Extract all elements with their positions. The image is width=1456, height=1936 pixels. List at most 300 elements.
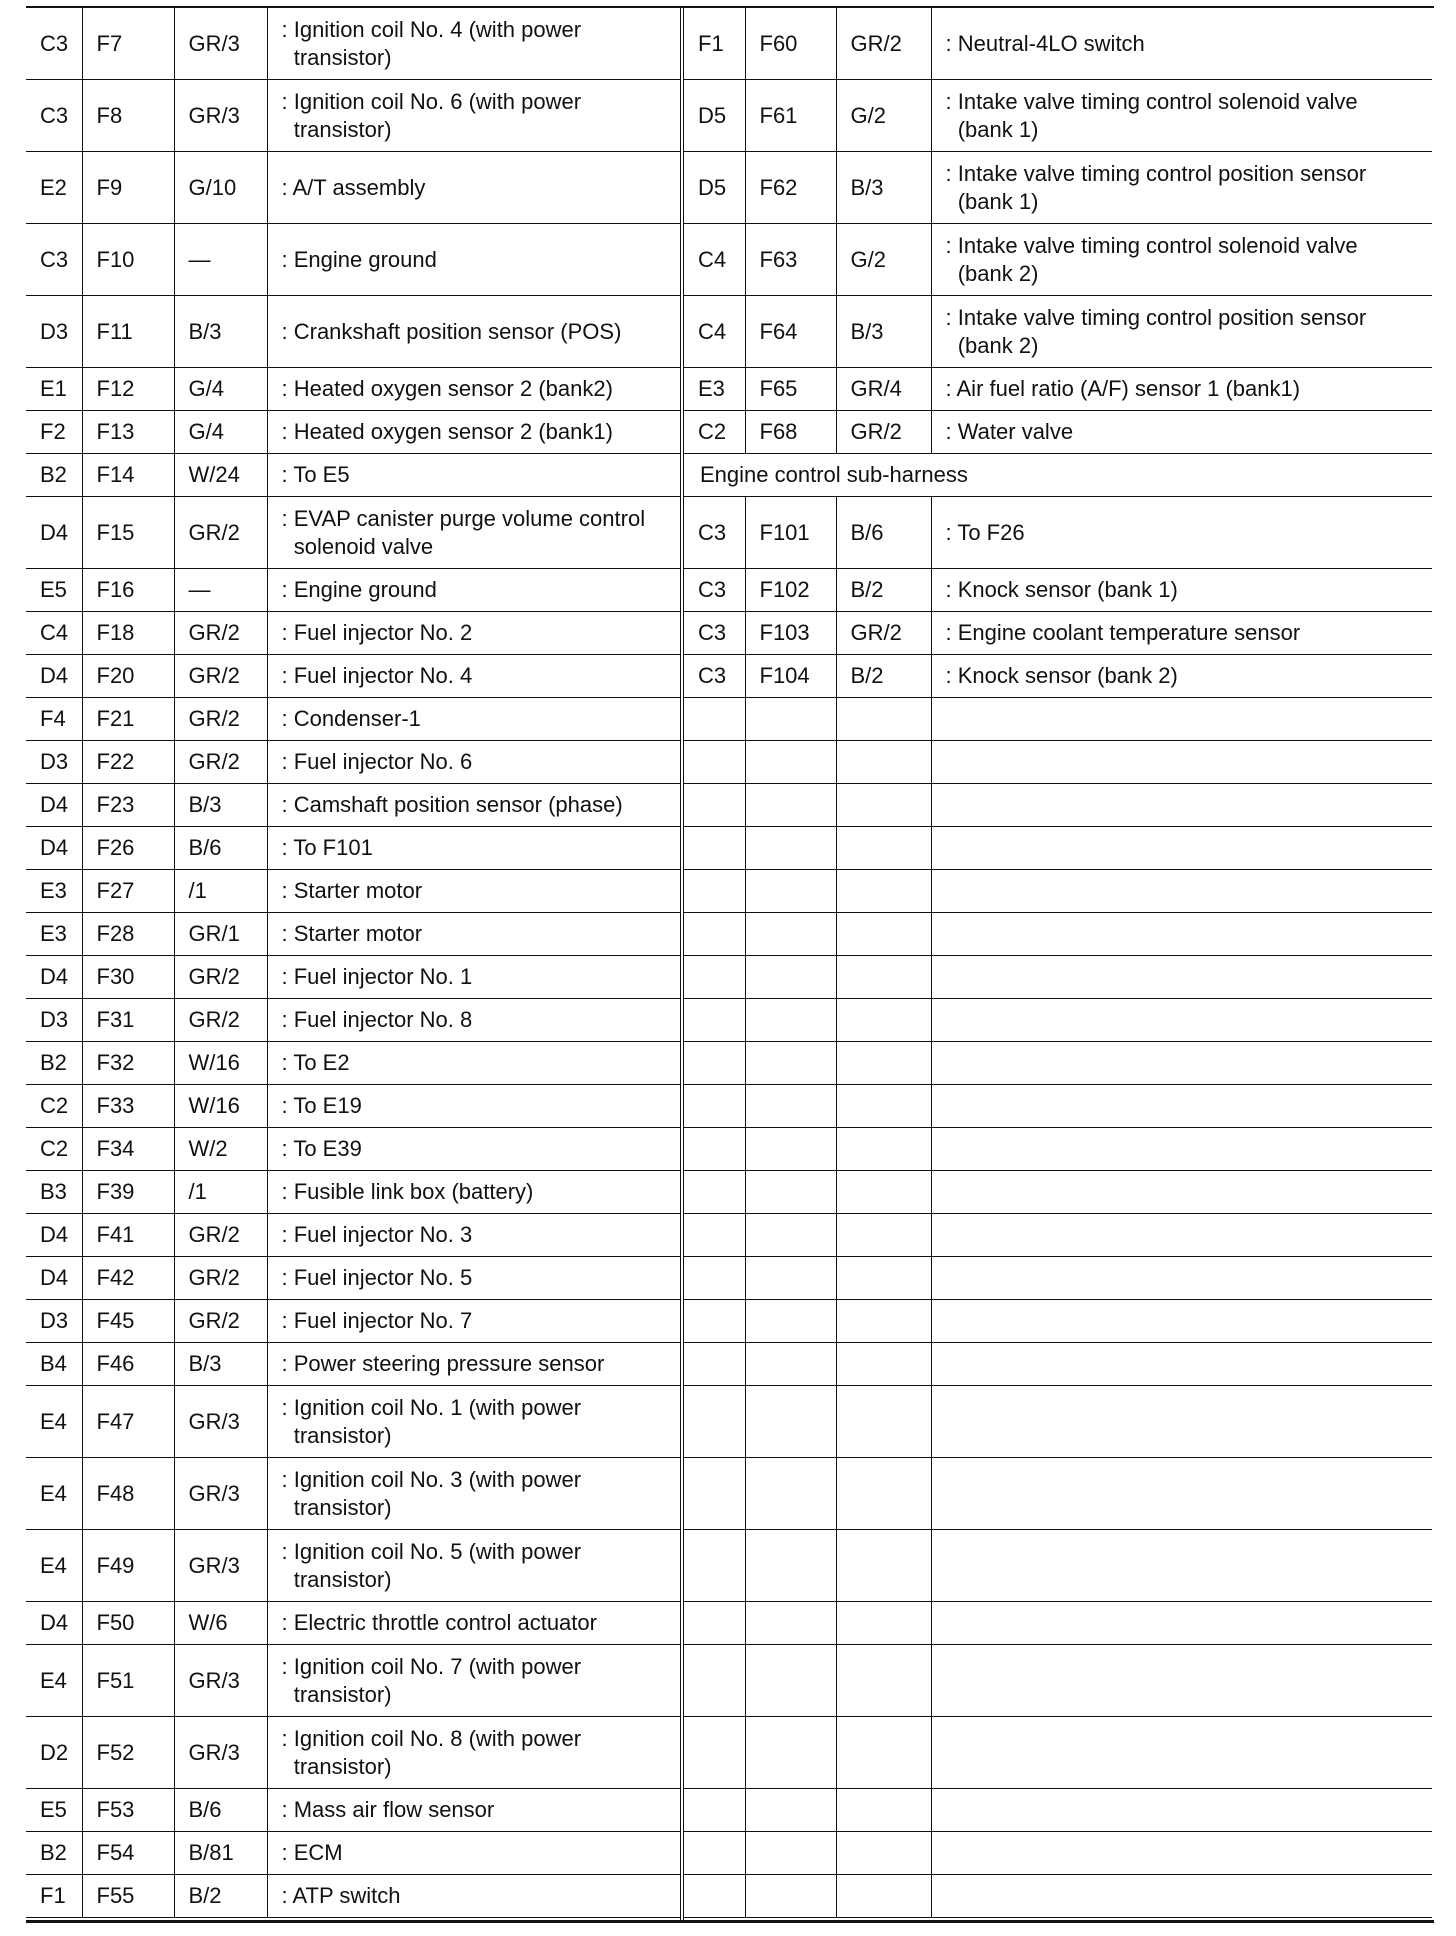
location-cell: [684, 1645, 745, 1717]
connector-number-cell: F15: [82, 497, 174, 569]
location-cell: [684, 1789, 745, 1832]
table-row: [684, 152, 1432, 224]
description-cell: [267, 1717, 680, 1789]
connector-number-cell: [745, 1530, 836, 1602]
description-text: : Starter motor: [281, 921, 423, 946]
connector-type-cell: [836, 956, 931, 999]
connector-type-cell: GR/2: [174, 999, 267, 1042]
description-cell: [267, 1300, 680, 1343]
description-cell: [931, 1171, 1432, 1214]
connector-type-cell: GR/2: [836, 411, 931, 454]
connector-number-cell: F13: [82, 411, 174, 454]
table-row: [26, 827, 680, 870]
connector-type-cell: [836, 1602, 931, 1645]
description-text: : Fuel injector No. 6: [281, 749, 473, 774]
table-row: [26, 152, 680, 224]
connector-number-cell: [745, 913, 836, 956]
connector-number-cell: F61: [745, 80, 836, 152]
connector-type-cell: [836, 1214, 931, 1257]
description-text: : Fuel injector No. 3: [281, 1222, 473, 1247]
description-cell: [931, 411, 1432, 454]
connector-type-cell: —: [174, 569, 267, 612]
description-cell: [931, 569, 1432, 612]
table-row: [684, 1085, 1432, 1128]
connector-number-cell: F12: [82, 368, 174, 411]
left-table: [26, 8, 680, 1918]
table-row: [26, 784, 680, 827]
connector-number-cell: F68: [745, 411, 836, 454]
table-row: [684, 368, 1432, 411]
location-cell: [684, 1257, 745, 1300]
connector-type-cell: [836, 698, 931, 741]
connector-number-cell: F51: [82, 1645, 174, 1717]
description-cell: [931, 827, 1432, 870]
connector-number-cell: [745, 1085, 836, 1128]
description-text: : Fuel injector No. 8: [281, 1007, 473, 1032]
connector-number-cell: F28: [82, 913, 174, 956]
table-row: [684, 741, 1432, 784]
description-cell: [267, 569, 680, 612]
connector-type-cell: W/16: [174, 1042, 267, 1085]
connector-number-cell: F46: [82, 1343, 174, 1386]
location-cell: C2: [26, 1085, 82, 1128]
description-cell: [267, 1789, 680, 1832]
table-row: [26, 1343, 680, 1386]
location-cell: F4: [26, 698, 82, 741]
table-row: [684, 956, 1432, 999]
description-cell: [267, 411, 680, 454]
description-cell: [267, 870, 680, 913]
connector-number-cell: F9: [82, 152, 174, 224]
description-text: : Crankshaft position sensor (POS): [281, 318, 622, 344]
description-cell: [931, 1257, 1432, 1300]
table-row: [26, 1085, 680, 1128]
description-text: : Ignition coil No. 4 (with power transistor): [281, 16, 582, 70]
connector-type-cell: GR/2: [836, 612, 931, 655]
connector-type-cell: B/6: [174, 827, 267, 870]
right-connector-table: [684, 8, 1432, 1920]
description-text: : To E5: [281, 462, 350, 487]
connector-number-cell: F11: [82, 296, 174, 368]
description-cell: [267, 1214, 680, 1257]
description-cell: [931, 1300, 1432, 1343]
description-cell: [267, 296, 680, 368]
table-row: [684, 870, 1432, 913]
connector-type-cell: [836, 1257, 931, 1300]
connector-number-cell: F52: [82, 1717, 174, 1789]
connector-number-cell: [745, 1214, 836, 1257]
description-text: : To F26: [945, 519, 1025, 545]
connector-number-cell: F31: [82, 999, 174, 1042]
connector-type-cell: [836, 1085, 931, 1128]
location-cell: E3: [26, 870, 82, 913]
connector-number-cell: F34: [82, 1128, 174, 1171]
description-text: : Mass air flow sensor: [281, 1797, 495, 1822]
description-text: : Ignition coil No. 8 (with power transistor): [281, 1725, 582, 1779]
description-cell: [931, 741, 1432, 784]
description-text: : Power steering pressure sensor: [281, 1351, 605, 1376]
description-cell: [267, 1128, 680, 1171]
connector-type-cell: GR/2: [174, 741, 267, 784]
table-row: [684, 1042, 1432, 1085]
description-text: : Ignition coil No. 3 (with power transistor): [281, 1466, 582, 1520]
description-text: : Fuel injector No. 5: [281, 1265, 473, 1290]
description-cell: [931, 1458, 1432, 1530]
table-row: [684, 784, 1432, 827]
table-row: [684, 999, 1432, 1042]
connector-number-cell: F60: [745, 8, 836, 80]
description-text: : EVAP canister purge volume control solenoid valve: [281, 505, 646, 559]
description-text: : ATP switch: [281, 1883, 401, 1908]
table-row: [684, 1602, 1432, 1645]
table-row: [684, 1458, 1432, 1530]
connector-number-cell: F16: [82, 569, 174, 612]
connector-number-cell: [745, 1645, 836, 1717]
table-row: [26, 1214, 680, 1257]
table-row: [684, 80, 1432, 152]
connector-type-cell: [836, 1042, 931, 1085]
location-cell: [684, 1343, 745, 1386]
connector-number-cell: F62: [745, 152, 836, 224]
connector-number-cell: [745, 1128, 836, 1171]
connector-type-cell: W/6: [174, 1602, 267, 1645]
description-cell: [931, 1085, 1432, 1128]
connector-type-cell: GR/2: [174, 1300, 267, 1343]
table-row: [26, 454, 680, 497]
description-text: : Neutral-4LO switch: [945, 30, 1145, 56]
description-cell: [931, 1832, 1432, 1875]
connector-number-cell: [745, 999, 836, 1042]
connector-type-cell: GR/2: [174, 655, 267, 698]
connector-index-sheet: [26, 6, 1434, 1923]
connector-type-cell: [836, 1128, 931, 1171]
location-cell: D4: [26, 956, 82, 999]
connector-type-cell: GR/3: [174, 8, 267, 80]
table-row: [684, 1530, 1432, 1602]
table-row: [684, 612, 1432, 655]
description-cell: [931, 784, 1432, 827]
connector-type-cell: GR/3: [174, 1386, 267, 1458]
table-row: [684, 827, 1432, 870]
location-cell: B2: [26, 1042, 82, 1085]
location-cell: [684, 913, 745, 956]
connector-type-cell: [836, 1832, 931, 1875]
connector-number-cell: F101: [745, 497, 836, 569]
connector-type-cell: GR/2: [174, 612, 267, 655]
connector-type-cell: [836, 870, 931, 913]
location-cell: D4: [26, 1257, 82, 1300]
description-cell: [267, 913, 680, 956]
description-cell: [267, 827, 680, 870]
table-row: [26, 224, 680, 296]
location-cell: [684, 1386, 745, 1458]
description-text: : Engine ground: [281, 577, 437, 602]
connector-type-cell: B/3: [174, 1343, 267, 1386]
connector-type-cell: [836, 741, 931, 784]
connector-type-cell: GR/2: [836, 8, 931, 80]
table-row: [684, 454, 1432, 497]
location-cell: D4: [26, 1214, 82, 1257]
connector-type-cell: [836, 827, 931, 870]
description-text: : To E2: [281, 1050, 350, 1075]
connector-type-cell: [836, 1530, 931, 1602]
connector-type-cell: B/6: [836, 497, 931, 569]
connector-type-cell: GR/1: [174, 913, 267, 956]
location-cell: D5: [684, 80, 745, 152]
connector-number-cell: F39: [82, 1171, 174, 1214]
connector-number-cell: F7: [82, 8, 174, 80]
table-row: [684, 698, 1432, 741]
table-row: [26, 1789, 680, 1832]
location-cell: E5: [26, 1789, 82, 1832]
table-row: [26, 411, 680, 454]
location-cell: D4: [26, 497, 82, 569]
description-text: : Fuel injector No. 2: [281, 620, 473, 645]
description-text: : Water valve: [945, 419, 1074, 444]
description-cell: [931, 1214, 1432, 1257]
location-cell: D4: [26, 1602, 82, 1645]
location-cell: E4: [26, 1458, 82, 1530]
connector-type-cell: B/81: [174, 1832, 267, 1875]
location-cell: F1: [26, 1875, 82, 1918]
connector-type-cell: G/10: [174, 152, 267, 224]
table-row: [684, 569, 1432, 612]
connector-type-cell: W/2: [174, 1128, 267, 1171]
table-row: [26, 1300, 680, 1343]
description-text: : Ignition coil No. 7 (with power transistor): [281, 1653, 582, 1707]
description-text: : Fuel injector No. 7: [281, 1308, 473, 1333]
table-row: [26, 1386, 680, 1458]
connector-type-cell: GR/3: [174, 1458, 267, 1530]
description-text: : A/T assembly: [281, 174, 426, 200]
description-text: : Electric throttle control actuator: [281, 1610, 597, 1635]
description-cell: [931, 1386, 1432, 1458]
description-text: : Intake valve timing control solenoid valve (bank 2): [945, 232, 1358, 286]
connector-type-cell: [836, 999, 931, 1042]
connector-type-cell: GR/3: [174, 1530, 267, 1602]
location-cell: B4: [26, 1343, 82, 1386]
location-cell: [684, 956, 745, 999]
table-row: [26, 497, 680, 569]
location-cell: [684, 1128, 745, 1171]
description-cell: [267, 1645, 680, 1717]
location-cell: B3: [26, 1171, 82, 1214]
connector-number-cell: F63: [745, 224, 836, 296]
connector-number-cell: [745, 1875, 836, 1918]
table-row: [26, 870, 680, 913]
location-cell: E4: [26, 1530, 82, 1602]
connector-number-cell: [745, 784, 836, 827]
description-cell: [267, 152, 680, 224]
description-cell: [267, 368, 680, 411]
connector-type-cell: B/2: [836, 569, 931, 612]
connector-type-cell: [836, 1343, 931, 1386]
table-row: [684, 1214, 1432, 1257]
connector-type-cell: GR/2: [174, 698, 267, 741]
connector-number-cell: F50: [82, 1602, 174, 1645]
table-row: [684, 1645, 1432, 1717]
description-cell: [931, 152, 1432, 224]
location-cell: [684, 1530, 745, 1602]
location-cell: C3: [684, 497, 745, 569]
location-cell: C2: [684, 411, 745, 454]
location-cell: D3: [26, 741, 82, 784]
table-row: [684, 913, 1432, 956]
location-cell: C2: [26, 1128, 82, 1171]
connector-number-cell: [745, 1717, 836, 1789]
location-cell: [684, 999, 745, 1042]
table-row: [26, 1602, 680, 1645]
description-text: : Intake valve timing control solenoid valve (bank 1): [945, 88, 1358, 142]
table-row: [26, 569, 680, 612]
description-cell: [267, 956, 680, 999]
location-cell: F2: [26, 411, 82, 454]
location-cell: D5: [684, 152, 745, 224]
location-cell: [684, 1717, 745, 1789]
description-cell: [267, 1832, 680, 1875]
description-cell: [267, 1875, 680, 1918]
connector-number-cell: F26: [82, 827, 174, 870]
table-row: [26, 1458, 680, 1530]
connector-number-cell: [745, 1257, 836, 1300]
description-cell: [931, 1645, 1432, 1717]
table-row: [684, 1128, 1432, 1171]
description-cell: [931, 1875, 1432, 1918]
connector-number-cell: [745, 1789, 836, 1832]
location-cell: [684, 1875, 745, 1918]
description-cell: [267, 784, 680, 827]
description-cell: [931, 870, 1432, 913]
description-text: : Fuel injector No. 1: [281, 964, 473, 989]
table-row: [684, 497, 1432, 569]
connector-type-cell: GR/3: [174, 80, 267, 152]
description-text: : Engine ground: [281, 246, 437, 272]
description-text: : Heated oxygen sensor 2 (bank2): [281, 376, 613, 401]
description-text: : Engine coolant temperature sensor: [945, 620, 1301, 645]
connector-type-cell: GR/2: [174, 497, 267, 569]
location-cell: C3: [26, 80, 82, 152]
connector-type-cell: [836, 1645, 931, 1717]
description-cell: [267, 741, 680, 784]
description-cell: [267, 1085, 680, 1128]
description-text: : Ignition coil No. 1 (with power transistor): [281, 1394, 582, 1448]
location-cell: E3: [684, 368, 745, 411]
connector-type-cell: [836, 913, 931, 956]
connector-number-cell: F22: [82, 741, 174, 784]
location-cell: E1: [26, 368, 82, 411]
connector-type-cell: B/3: [836, 296, 931, 368]
location-cell: D3: [26, 296, 82, 368]
table-row: [26, 1717, 680, 1789]
connector-type-cell: B/3: [836, 152, 931, 224]
description-cell: [931, 8, 1432, 80]
connector-number-cell: F33: [82, 1085, 174, 1128]
description-text: : Fuel injector No. 4: [281, 663, 473, 688]
connector-number-cell: [745, 1386, 836, 1458]
table-row: [26, 1645, 680, 1717]
location-cell: [684, 1602, 745, 1645]
description-cell: [267, 1171, 680, 1214]
connector-number-cell: [745, 1458, 836, 1530]
description-cell: [267, 1257, 680, 1300]
description-text: : Intake valve timing control position sensor (bank 1): [945, 160, 1367, 214]
connector-number-cell: F41: [82, 1214, 174, 1257]
table-row: [684, 411, 1432, 454]
description-cell: [267, 1042, 680, 1085]
table-row: [26, 999, 680, 1042]
connector-number-cell: [745, 1171, 836, 1214]
description-cell: [267, 497, 680, 569]
connector-type-cell: GR/2: [174, 1257, 267, 1300]
connector-number-cell: F18: [82, 612, 174, 655]
connector-number-cell: [745, 956, 836, 999]
location-cell: [684, 870, 745, 913]
connector-number-cell: [745, 870, 836, 913]
description-text: : Knock sensor (bank 2): [945, 663, 1178, 688]
description-cell: [267, 80, 680, 152]
table-row: [26, 741, 680, 784]
connector-number-cell: F45: [82, 1300, 174, 1343]
description-text: : Intake valve timing control position sensor (bank 2): [945, 304, 1367, 358]
table-row: [684, 8, 1432, 80]
location-cell: D3: [26, 1300, 82, 1343]
table-row: [684, 1386, 1432, 1458]
description-cell: [267, 1343, 680, 1386]
table-row: [684, 1257, 1432, 1300]
location-cell: D4: [26, 827, 82, 870]
section-subheading: Engine control sub-harness: [684, 454, 1432, 497]
description-cell: [931, 368, 1432, 411]
connector-number-cell: F30: [82, 956, 174, 999]
description-text: : Fusible link box (battery): [281, 1179, 534, 1204]
description-text: : To E19: [281, 1093, 362, 1118]
description-cell: [931, 497, 1432, 569]
location-cell: C3: [684, 655, 745, 698]
description-cell: [931, 1042, 1432, 1085]
description-cell: [931, 698, 1432, 741]
location-cell: C3: [26, 8, 82, 80]
connector-number-cell: F42: [82, 1257, 174, 1300]
connector-number-cell: F14: [82, 454, 174, 497]
table-row: [684, 1300, 1432, 1343]
connector-number-cell: F10: [82, 224, 174, 296]
connector-type-cell: [836, 1458, 931, 1530]
location-cell: D4: [26, 784, 82, 827]
connector-type-cell: G/4: [174, 411, 267, 454]
table-row: [684, 655, 1432, 698]
connector-type-cell: G/2: [836, 80, 931, 152]
connector-number-cell: [745, 827, 836, 870]
connector-number-cell: F23: [82, 784, 174, 827]
connector-type-cell: GR/4: [836, 368, 931, 411]
table-row: [26, 1832, 680, 1875]
location-cell: D3: [26, 999, 82, 1042]
connector-type-cell: —: [174, 224, 267, 296]
description-text: : Condenser-1: [281, 706, 421, 731]
description-cell: [267, 1386, 680, 1458]
table-row: [26, 655, 680, 698]
description-cell: [931, 224, 1432, 296]
connector-number-cell: F21: [82, 698, 174, 741]
location-cell: B2: [26, 454, 82, 497]
description-text: : Ignition coil No. 5 (with power transistor): [281, 1538, 582, 1592]
location-cell: [684, 1042, 745, 1085]
table-row: [684, 1875, 1432, 1918]
location-cell: E4: [26, 1386, 82, 1458]
description-cell: [267, 1602, 680, 1645]
location-cell: D4: [26, 655, 82, 698]
table-row: [26, 1257, 680, 1300]
